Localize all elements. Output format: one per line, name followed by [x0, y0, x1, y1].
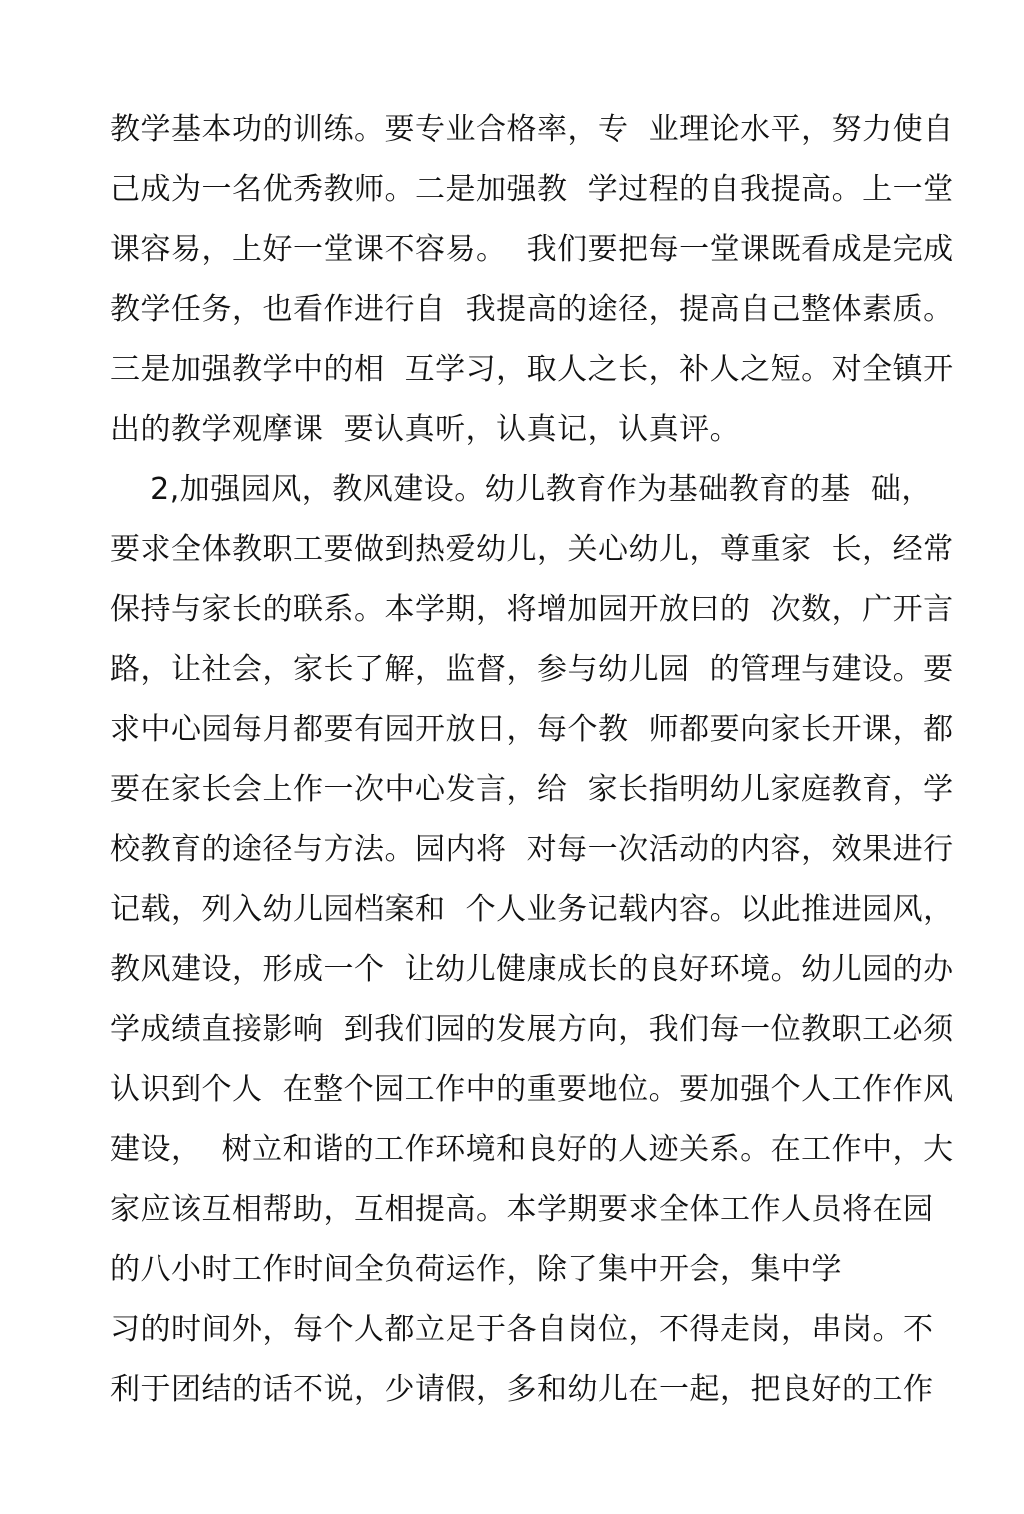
text-line: 三是加强教学中的相 互学习，取人之长，补人之短。对全镇开: [110, 352, 954, 387]
text-line: 教学任务，也看作进行自 我提高的途径，提高自己整体素质。: [110, 292, 954, 327]
text-line: 教学基本功的训练。要专业合格率，专 业理论水平，努力使自: [110, 112, 954, 147]
text-line: 校教育的途径与方法。园内将 对每一次活动的内容，效果进行: [110, 832, 954, 867]
text-line: 课容易，上好一堂课不容易。 我们要把每一堂课既看成是完成: [110, 232, 954, 267]
text-line: 2,加强园风，教风建设。幼儿教育作为基础教育的基 础，: [110, 472, 932, 507]
text-line: 路，让社会，家长了解，监督，参与幼儿园 的管理与建设。要: [110, 652, 954, 687]
text-line: 保持与家长的联系。本学期，将增加园开放曰的 次数，广开言: [110, 592, 954, 627]
text-line: 要在家长会上作一次中心发言，给 家长指明幼儿家庭教育，学: [110, 772, 954, 807]
text-line: 认识到个人 在整个园工作中的重要地位。要加强个人工作作风: [110, 1072, 954, 1107]
text-line: 己成为一名优秀教师。二是加强教 学过程的自我提高。上一堂: [110, 172, 954, 207]
text-line: 学成绩直接影响 到我们园的发展方向，我们每一位教职工必须: [110, 1012, 954, 1047]
text-line: 记载，列入幼儿园档案和 个人业务记载内容。以此推进园风，: [110, 892, 954, 927]
text-line: 家应该互相帮助，互相提高。本学期要求全体工作人员将在园: [110, 1192, 934, 1227]
text-line: 出的教学观摩课 要认真听，认真记，认真评。: [110, 412, 741, 447]
text-line: 求中心园每月都要有园开放日，每个教 师都要向家长开课，都: [110, 712, 954, 747]
text-line: 教风建设，形成一个 让幼儿健康成长的良好环境。幼儿园的办: [110, 952, 954, 987]
text-line: 建设， 树立和谐的工作环境和良好的人迹关系。在工作中，大: [110, 1132, 954, 1167]
text-line: 要求全体教职工要做到热爱幼儿，关心幼儿，尊重家 长，经常: [110, 532, 954, 567]
text-line: 利于团结的话不说，少请假，多和幼儿在一起，把良好的工作: [110, 1372, 934, 1407]
text-line: 习的时间外，每个人都立足于各自岗位，不得走岗，串岗。不: [110, 1312, 934, 1347]
text-line: 的八小时工作时间全负荷运作，除了集中开会，集中学: [110, 1252, 842, 1287]
